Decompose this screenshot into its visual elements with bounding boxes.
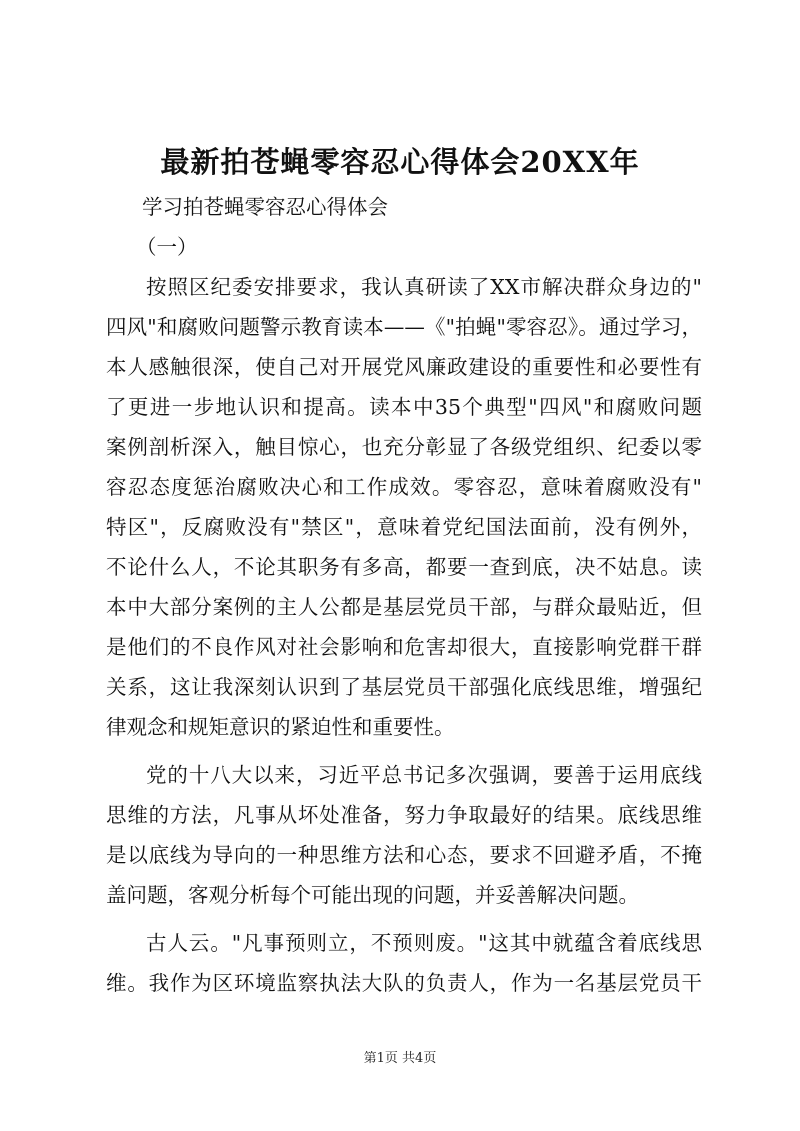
paragraph-line: 容忍态度惩治腐败决心和工作成效。零容忍，意味着腐败没有" [106, 475, 702, 499]
paragraph-line: 关系，这让我深刻认识到了基层党员干部强化底线思维，增强纪 [106, 675, 702, 699]
paragraph-line: 案例剖析深入，触目惊心，也充分彰显了各级党组织、纪委以零 [106, 435, 702, 459]
paragraph-line: 党的十八大以来，习近平总书记多次强调，要善于运用底线 [146, 763, 702, 787]
paragraph-line: 了更进一步地认识和提高。读本中35个典型"四风"和腐败问题 [106, 395, 702, 419]
document-title: 最新拍苍蝇零容忍心得体会20XX年 [160, 145, 640, 179]
paragraph-line: 本中大部分案例的主人公都是基层党员干部，与群众最贴近，但 [106, 595, 702, 619]
paragraph-line: 本人感触很深，使自己对开展党风廉政建设的重要性和必要性有 [106, 355, 702, 379]
paragraph-line: 特区"，反腐败没有"禁区"，意味着党纪国法面前，没有例外， [106, 515, 702, 539]
paragraph-line: 是以底线为导向的一种思维方法和心态，要求不回避矛盾，不掩 [106, 843, 702, 867]
section-marker: （一） [136, 235, 198, 259]
subtitle: 学习拍苍蝇零容忍心得体会 [142, 195, 388, 219]
paragraph-line: 维。我作为区环境监察执法大队的负责人，作为一名基层党员干 [106, 971, 702, 995]
paragraph-line: 按照区纪委安排要求，我认真研读了XX市解决群众身边的" [146, 275, 702, 299]
paragraph-line: 四风"和腐败问题警示教育读本——《"拍蝇"零容忍》。通过学习， [106, 315, 702, 339]
paragraph-line: 律观念和规矩意识的紧迫性和重要性。 [106, 715, 455, 739]
paragraph-line: 盖问题，客观分析每个可能出现的问题，并妥善解决问题。 [106, 883, 639, 907]
paragraph-line: 思维的方法，凡事从坏处准备，努力争取最好的结果。底线思维 [106, 803, 702, 827]
paragraph-line: 古人云。"凡事预则立，不预则废。"这其中就蕴含着底线思 [146, 931, 702, 955]
paragraph-line: 是他们的不良作风对社会影响和危害却很大，直接影响党群干群 [106, 635, 702, 659]
page-footer: 第1页 共4页 [363, 1051, 437, 1066]
paragraph-line: 不论什么人，不论其职务有多高，都要一查到底，决不姑息。读 [106, 555, 702, 579]
